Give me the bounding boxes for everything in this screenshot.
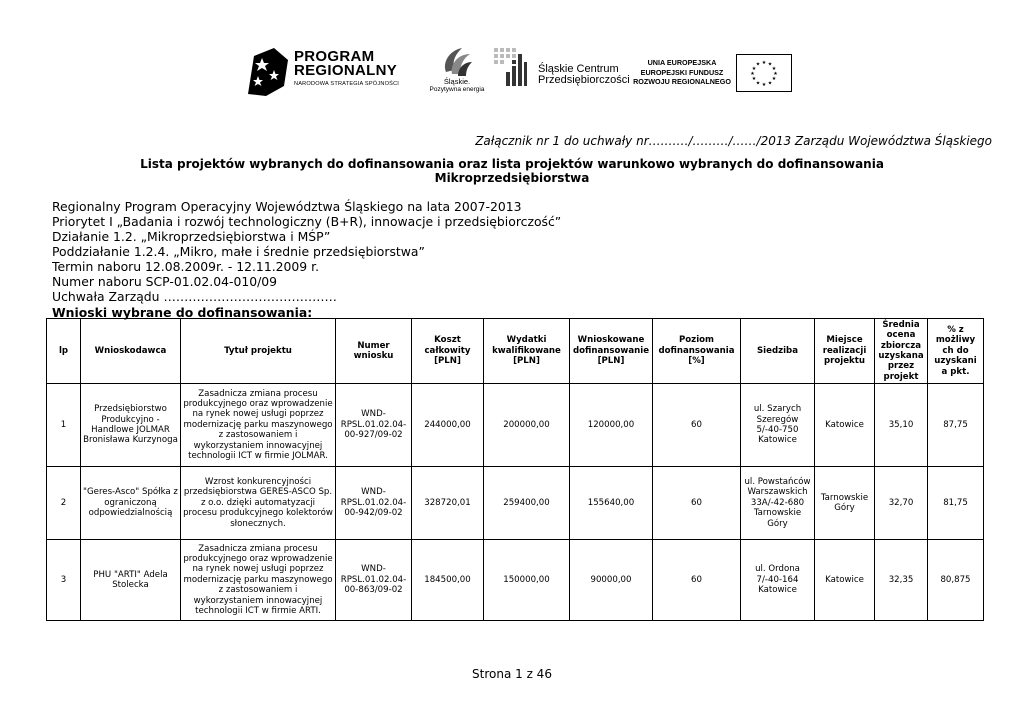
- cell-poziom-dofinansowania: 60: [653, 467, 741, 540]
- centrum-bars-icon: [494, 48, 534, 92]
- header-poziom-dofinansowania: Poziom dofinansowania [%]: [653, 319, 741, 384]
- eu-logo-line2: EUROPEJSKI FUNDUSZ: [640, 67, 724, 77]
- cell-wydatki-kwalifikowane: 200000,00: [484, 384, 570, 467]
- cell-poziom-dofinansowania: 60: [653, 540, 741, 621]
- cell-wnioskodawca: PHU "ARTI" Adela Stolecka: [81, 540, 181, 621]
- header-wnioskodawca: Wnioskodawca: [81, 319, 181, 384]
- cell-lp: 3: [47, 540, 81, 621]
- header-procent-punktow: % z możliwy ch do uzyskani a pkt.: [928, 319, 984, 384]
- program-logo-line3: NARODOWA STRATEGIA SPÓJNOŚCI: [294, 81, 400, 87]
- table-header-row: [47, 319, 984, 384]
- centrum-logo-line2: Przedsiębiorczości: [538, 74, 630, 86]
- svg-text:★: ★: [771, 66, 777, 72]
- header-koszt-calkowity: Koszt całkowity [PLN]: [412, 319, 484, 384]
- svg-text:★: ★: [761, 82, 767, 88]
- cell-tytul-projektu: Wzrost konkurencyjności przedsiębiorstwa GERES-ASCO Sp. z o.o. dzięki automatyzacji procesu produkcyjnego kolektorów słonecznych.: [181, 467, 336, 540]
- svg-text:★: ★: [750, 71, 755, 77]
- eu-flag-icon: [736, 54, 792, 92]
- info-poddzialanie: Poddziałanie 1.2.4. „Mikro, małe i średnie przedsiębiorstwa”: [52, 244, 425, 259]
- svg-text:★: ★: [771, 76, 777, 82]
- cell-procent-punktow: 80,875: [928, 540, 984, 621]
- cell-numer-wniosku: WND-RPSL.01.02.04-00-927/09-02: [336, 384, 412, 467]
- slaskie-logo: [426, 42, 488, 102]
- cell-miejsce-realizacji: Katowice: [815, 384, 875, 467]
- program-info: [52, 199, 561, 304]
- cell-srednia-ocena: 32,70: [875, 467, 928, 540]
- projects-table: [46, 318, 984, 621]
- attachment-note: Załącznik nr 1 do uchwały nr….……/………/……/2013 Zarządu Województwa Śląskiego: [475, 134, 992, 148]
- cell-koszt-calkowity: 328720,01: [412, 467, 484, 540]
- cell-procent-punktow: 81,75: [928, 467, 984, 540]
- info-program: Regionalny Program Operacyjny Województwa Śląskiego na lata 2007-2013: [52, 199, 522, 214]
- cell-koszt-calkowity: 184500,00: [412, 540, 484, 621]
- document-title-line1: Lista projektów wybranych do dofinansowania oraz lista projektów warunkowo wybranych do dofinansowania: [140, 157, 884, 171]
- cell-wnioskowane-dofinansowanie: 155640,00: [570, 467, 653, 540]
- cell-wnioskodawca: "Geres-Asco" Spółka z ograniczoną odpowiedzialnością: [81, 467, 181, 540]
- header-tytul-projektu: Tytuł projektu: [181, 319, 336, 384]
- cell-miejsce-realizacji: Tarnowskie Góry: [815, 467, 875, 540]
- document-title: [0, 157, 1024, 185]
- program-logo-line1: PROGRAM: [294, 48, 375, 65]
- eu-logo-line1: UNIA EUROPEJSKA: [647, 58, 717, 67]
- program-logo-line2: REGIONALNY: [294, 62, 398, 79]
- svg-text:★: ★: [751, 76, 757, 82]
- eu-logo-line3: ROZWOJU REGIONALNEGO: [633, 77, 731, 86]
- page-number: Strona 1 z 46: [472, 667, 552, 681]
- cell-lp: 2: [47, 467, 81, 540]
- cell-numer-wniosku: WND-RPSL.01.02.04-00-863/09-02: [336, 540, 412, 621]
- info-uchwala: Uchwała Zarządu ……………………………………: [52, 289, 337, 304]
- eu-logo: [632, 42, 802, 102]
- cell-siedziba: ul. Powstańców Warszawskich 33A/-42-680 Tarnowskie Góry: [741, 467, 815, 540]
- centrum-logo: [494, 42, 630, 102]
- header-wnioskowane-dofinansowanie: Wnioskowane dofinansowanie [PLN]: [570, 319, 653, 384]
- cell-siedziba: ul. Szarych Szeregów 5/-40-750 Katowice: [741, 384, 815, 467]
- cell-numer-wniosku: WND-RPSL.01.02.04-00-942/09-02: [336, 467, 412, 540]
- header-numer-wniosku: Numer wniosku: [336, 319, 412, 384]
- svg-text:★: ★: [761, 60, 767, 66]
- cell-srednia-ocena: 35,10: [875, 384, 928, 467]
- cell-lp: 1: [47, 384, 81, 467]
- cell-siedziba: ul. Ordona 7/-40-164 Katowice: [741, 540, 815, 621]
- svg-text:★: ★: [751, 66, 757, 72]
- slaskie-logo-tagline: Pozytywna energia: [429, 86, 485, 93]
- header-miejsce-realizacji: Miejsce realizacji projektu: [815, 319, 875, 384]
- table-row: [47, 540, 984, 621]
- slaskie-logo-name: Śląskie.: [443, 77, 471, 86]
- cell-tytul-projektu: Zasadnicza zmiana procesu produkcyjnego oraz wprowadzenie na rynek nowej usługi poprzez modernizację parku maszynowego z zastosowaniem i wykorzystaniem innowacyjnej technologii ICT w firmie ARTI.: [181, 540, 336, 621]
- table-row: [47, 384, 984, 467]
- info-priorytet: Priorytet I „Badania i rozwój technologiczny (B+R), innowacje i przedsiębiorczość”: [52, 214, 562, 229]
- header-srednia-ocena: Średnia ocena zbiorcza uzyskana przez projekt: [875, 319, 928, 384]
- cell-wnioskowane-dofinansowanie: 90000,00: [570, 540, 653, 621]
- table-row: [47, 467, 984, 540]
- document-title-line2: Mikroprzedsiębiorstwa: [434, 171, 590, 185]
- svg-text:★: ★: [755, 61, 761, 68]
- program-regionalny-logo: [240, 42, 408, 102]
- cell-wydatki-kwalifikowane: 150000,00: [484, 540, 570, 621]
- svg-text:★: ★: [773, 71, 778, 77]
- cell-koszt-calkowity: 244000,00: [412, 384, 484, 467]
- header-lp: lp: [47, 319, 81, 384]
- cell-procent-punktow: 87,75: [928, 384, 984, 467]
- info-dzialanie: Działanie 1.2. „Mikroprzedsiębiorstwa i MŚP”: [52, 229, 331, 244]
- cell-wnioskodawca: Przedsiębiorstwo Produkcyjno - Handlowe JOLMAR Bronisława Kurzynoga: [81, 384, 181, 467]
- cell-wnioskowane-dofinansowanie: 120000,00: [570, 384, 653, 467]
- svg-text:★: ★: [767, 80, 773, 87]
- slaskie-swirl-icon: [440, 44, 474, 78]
- header-wydatki-kwalifikowane: Wydatki kwalifikowane [PLN]: [484, 319, 570, 384]
- info-termin-naboru: Termin naboru 12.08.2009r. - 12.11.2009 r.: [52, 259, 320, 274]
- cell-wydatki-kwalifikowane: 259400,00: [484, 467, 570, 540]
- program-regionalny-emblem-icon: [244, 46, 290, 98]
- cell-poziom-dofinansowania: 60: [653, 384, 741, 467]
- info-numer-naboru: Numer naboru SCP-01.02.04-010/09: [52, 274, 278, 289]
- svg-text:★: ★: [755, 80, 761, 87]
- cell-srednia-ocena: 32,35: [875, 540, 928, 621]
- logo-strip: [240, 42, 800, 102]
- section-title: Wnioski wybrane do dofinansowania:: [52, 305, 313, 320]
- header-siedziba: Siedziba: [741, 319, 815, 384]
- centrum-logo-line1: Śląskie Centrum: [538, 63, 619, 75]
- svg-text:★: ★: [767, 61, 773, 68]
- cell-tytul-projektu: Zasadnicza zmiana procesu produkcyjnego oraz wprowadzenie na rynek nowej usługi poprzez modernizację parku maszynowego z zastosowaniem i wykorzystaniem innowacyjnej technologii ICT w firmie JOLMAR.: [181, 384, 336, 467]
- cell-miejsce-realizacji: Katowice: [815, 540, 875, 621]
